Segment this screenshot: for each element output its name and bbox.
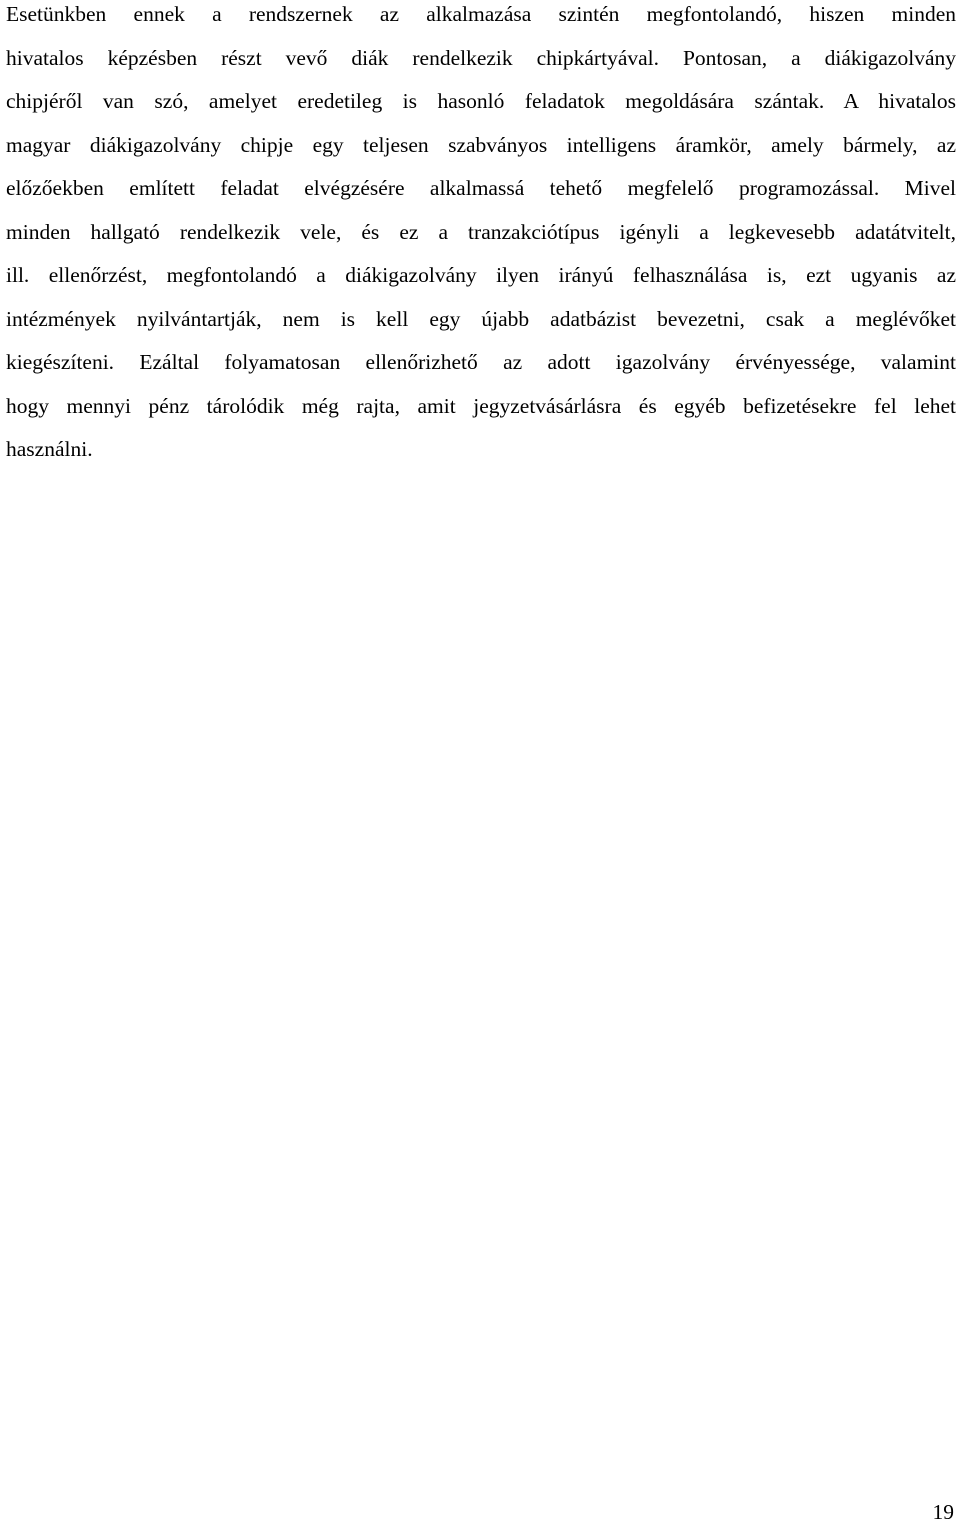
paragraph-line: előzőekben említett feladat elvégzésére alkalmassá tehető megfelelő programozással. Mivel — [6, 176, 956, 200]
paragraph-line: ill. ellenőrzést, megfontolandó a diákigazolvány ilyen irányú felhasználása is, ezt ugyanis az — [6, 263, 956, 287]
paragraph-line: intézmények nyilvántartják, nem is kell egy újabb adatbázist bevezetni, csak a meglévőket — [6, 306, 956, 331]
paragraph-line: hogy mennyi pénz tárolódik még rajta, amit jegyzetvásárlásra és egyéb befizetésekre fel lehet — [6, 393, 956, 418]
page-number: 19 — [932, 1500, 954, 1524]
body-paragraph — [6, 0, 956, 479]
paragraph-line: minden hallgató rendelkezik vele, és ez a tranzakciótípus igényli a legkevesebb adatátvitelt, — [6, 219, 956, 244]
paragraph-line: hivatalos képzésben részt vevő diák rendelkezik chipkártyával. Pontosan, a diákigazolvány — [6, 45, 956, 70]
paragraph-line: Esetünkben ennek a rendszernek az alkalmazása szintén megfontolandó, hiszen minden — [6, 2, 956, 26]
paragraph-line: kiegészíteni. Ezáltal folyamatosan ellenőrizhető az adott igazolvány érvényessége, valamint — [6, 350, 956, 374]
paragraph-line: chipjéről van szó, amelyet eredetileg is hasonló feladatok megoldására szántak. A hivatalos — [6, 89, 956, 113]
paragraph-line: használni. — [6, 437, 93, 461]
paragraph-line: magyar diákigazolvány chipje egy teljesen szabványos intelligens áramkör, amely bármely, az — [6, 132, 956, 157]
